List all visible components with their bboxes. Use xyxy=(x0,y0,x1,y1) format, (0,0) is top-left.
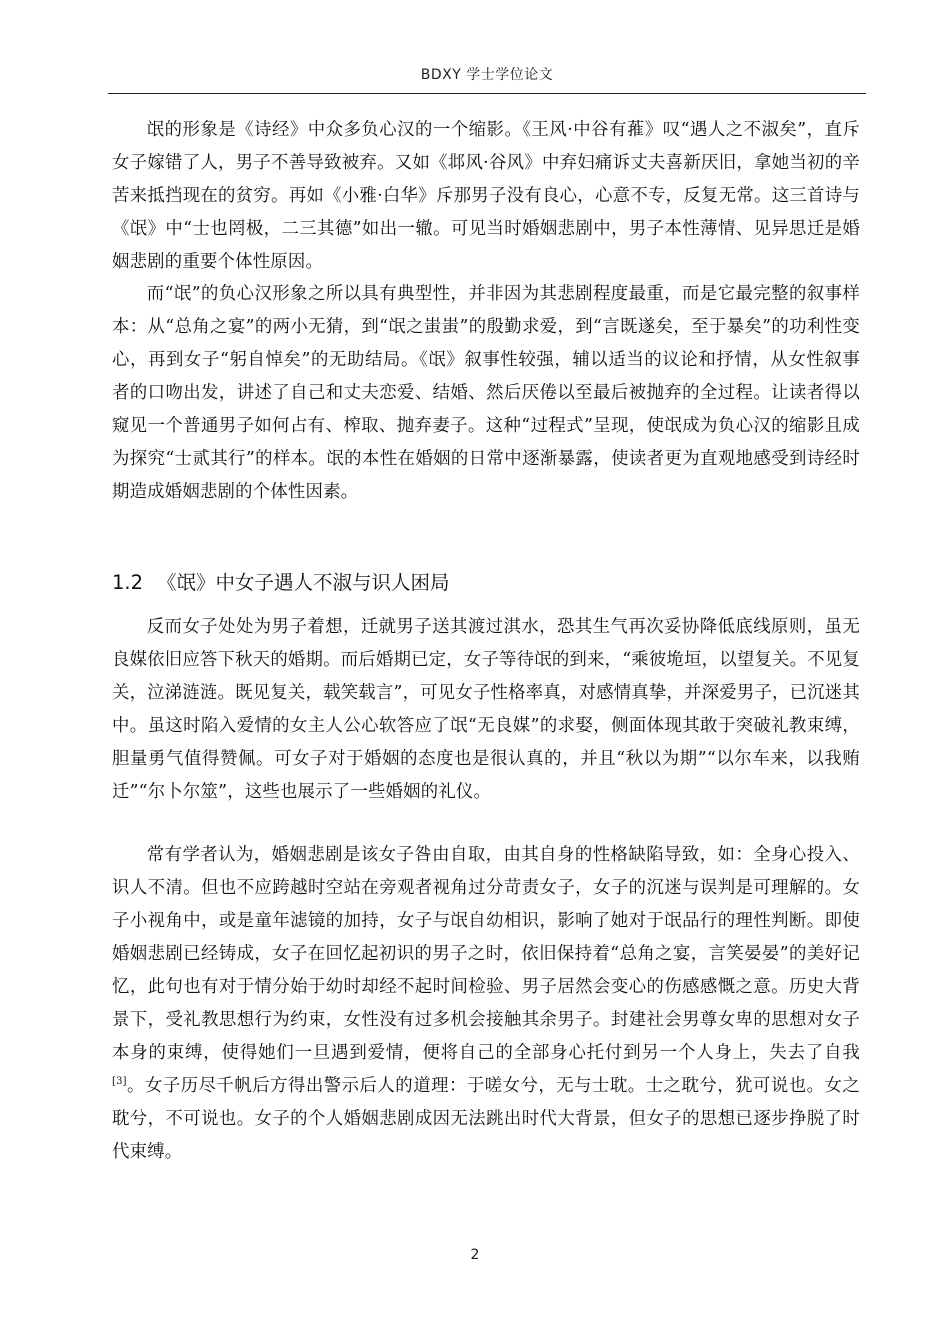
section-number: 1.2 xyxy=(112,571,144,594)
paragraph-3-text: 反而女子处处为男子着想，迁就男子送其渡过淇水，恐其生气再次妥协降低底线原则，虽无良媒依旧应答下秋天的婚期。而后婚期已定，女子等待氓的到来，“乘彼垝垣，以望复关。不见复关，泣涕涟涟。既见复关，载笑载言”，可见女子性格率真，对感情真挚，并深爱男子，已沉迷其中。虽这时陷入爱情的女主人公心软答应了氓“无良媒”的求娶，侧面体现其敢于突破礼教束缚，胆量勇气值得赞佩。可女子对于婚姻的态度也是很认真的，并且“秋以为期”“以尔车来，以我贿迁”“尔卜尔筮”，这些也展示了一些婚姻的礼仪。 xyxy=(112,617,860,802)
paragraph-4-part-2: 。女子历尽千帆后方得出警示后人的道理：于嗟女兮，无与士耽。士之耽兮，犹可说也。女之耽兮，不可说也。女子的个人婚姻悲剧成因无法跳出时代大背景，但女子的思想已逐步挣脱了时代束缚。 xyxy=(112,1076,860,1162)
paragraph-1 xyxy=(112,114,860,279)
paragraph-2-text: 而“氓”的负心汉形象之所以具有典型性，并非因为其悲剧程度最重，而是它最完整的叙事样本：从“总角之宴”的两小无猜，到“氓之蚩蚩”的殷勤求爱，到“言既遂矣，至于暴矣”的功利性变心，再到女子“躬自悼矣”的无助结局。《氓》叙事性较强，辅以适当的议论和抒情，从女性叙事者的口吻出发，讲述了自己和丈夫恋爱、结婚、然后厌倦以至最后被抛弃的全过程。让读者得以窥见一个普通男子如何占有、榨取、抛弃妻子。这种“过程式”呈现，使氓成为负心汉的缩影且成为探究“士贰其行”的样本。氓的本性在婚姻的日常中逐渐暴露，使读者更为直观地感受到诗经时期造成婚姻悲剧的个体性因素。 xyxy=(112,284,860,502)
citation-marker: [3] xyxy=(112,1076,127,1088)
paragraph-1-text: 氓的形象是《诗经》中众多负心汉的一个缩影。《王风·中谷有蓷》叹“遇人之不淑矣”，直斥女子嫁错了人，男子不善导致被弃。又如《邶风·谷风》中弃妇痛诉丈夫喜新厌旧，拿她当初的辛苦来抵挡现在的贫穷。再如《小雅·白华》斥那男子没有良心，心意不专，反复无常。这三首诗与《氓》中“士也罔极，二三其德”如出一辙。可见当时婚姻悲剧中，男子本性薄情、见异思迁是婚姻悲剧的重要个体性原因。 xyxy=(112,120,860,272)
header-divider xyxy=(108,93,866,94)
paragraph-4-text xyxy=(112,839,860,1169)
running-header: BDXY 学士学位论文 xyxy=(420,67,554,83)
page-number: 2 xyxy=(470,1247,480,1263)
paragraph-4 xyxy=(112,839,860,1169)
paragraph-2 xyxy=(112,278,860,509)
paragraph-4-part-1: 常有学者认为，婚姻悲剧是该女子咎由自取，由其自身的性格缺陷导致，如：全身心投入、识人不清。但也不应跨越时空站在旁观者视角过分苛责女子，女子的沉迷与误判是可理解的。女子小视角中，或是童年滤镜的加持，女子与氓自幼相识，影响了她对于氓品行的理性判断。即使婚姻悲剧已经铸成，女子在回忆起初识的男子之时，依旧保持着“总角之宴，言笑晏晏”的美好记忆，此句也有对于情分始于幼时却经不起时间检验、男子居然会变心的伤感感慨之意。历史大背景下，受礼教思想行为约束，女性没有过多机会接触其余男子。封建社会男尊女卑的思想对女子本身的束缚，使得她们一旦遇到爱情，便将自己的全部身心托付到另一个人身上，失去了自我 xyxy=(112,845,860,1063)
section-title: 《氓》中女子遇人不淑与识人困局 xyxy=(157,571,450,594)
section-heading xyxy=(112,566,860,600)
paragraph-3 xyxy=(112,611,860,809)
